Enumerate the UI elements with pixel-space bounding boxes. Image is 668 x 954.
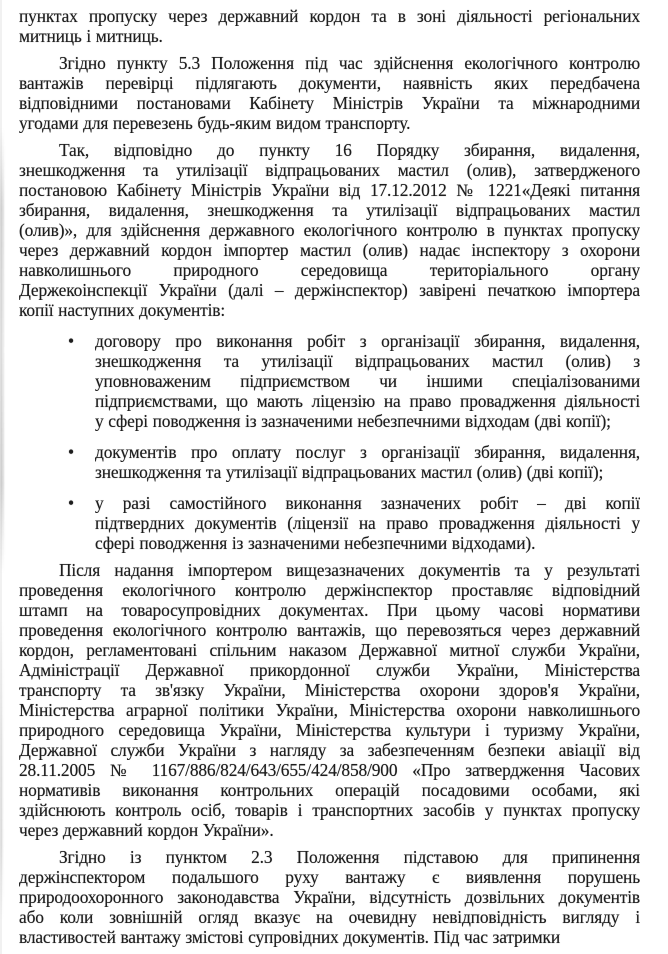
bullet-icon: • [68,331,75,351]
bullet-icon: • [68,493,75,513]
bullet-text [95,442,640,482]
text-line: через державний кордон імпортер мастил (олив) надає інспектору з охорони [19,240,640,260]
paragraph [19,560,640,840]
text-line: копії наступних документів: [19,300,226,320]
document-body [19,6,640,947]
bullet-item [19,331,640,431]
text-line: штамп на товаросупровідних документах. При цьому часові нормативи [19,600,640,620]
paragraph [19,53,640,133]
bullet-item [19,442,640,482]
text-line: підприємствами, що мають ліцензію на право провадження діяльності [95,391,640,411]
text-line: Так, відповідно до пункту 16 Порядку збирання, видалення, [59,140,640,160]
text-line: знешкодження та утилізації відпрацьованих мастил (олив) (дві копії); [95,462,604,482]
text-line: Держекоінспекції України (далі – держінспектор) завірені печаткою імпортера [19,280,640,300]
text-line: у сфері поводження із зазначеними небезпечними відходам (дві копії); [95,411,611,431]
text-line: Міністерства аграрної політики України, Міністерства охорони навколишнього [19,700,640,720]
paragraph [19,140,640,320]
text-line: Адміністрації Державної прикордонної служби України, Міністерства [19,660,640,680]
text-line: документів про оплату послуг з організації збирання, видалення, [95,442,640,462]
bullet-text [95,493,640,553]
text-line: навколишнього природного середовища територіального органу [19,260,640,280]
text-line: вантажів перевірці підлягають документи, наявність яких передбачена [19,73,640,93]
text-line: сфері поводження із зазначеними небезпечними відходами). [95,533,536,553]
bullet-icon: • [68,442,75,462]
paragraph [19,847,640,947]
text-line: митниць і митниць. [19,26,163,46]
text-line: договору про виконання робіт з організації збирання, видалення, [95,331,640,351]
text-line: Згідно пункту 5.3 Положення під час здійснення екологічного контролю [59,53,640,73]
text-line: 28.11.2005 № 1167/886/824/643/655/424/858/900 «Про затвердження Часових [19,760,640,780]
text-line: транспорту та зв'язку України, Міністерства охорони здоров'я України, [19,680,640,700]
text-line: збирання, видалення, знешкодження та утилізації відпрацьованих мастил [19,200,640,220]
text-line: Після надання імпортером вищезазначених документів та у результаті [59,560,640,580]
text-line: природоохоронного законодавства України, відсутність дозвільних документів [19,887,640,907]
text-line: кордон, регламентовані спільним наказом Державної митної служби України, [19,640,640,660]
text-line: постановою Кабінету Міністрів України від 17.12.2012 № 1221«Деякі питання [19,180,640,200]
text-line: підтвердних документів (ліцензії на право провадження діяльності у [95,513,640,533]
text-line: проведення екологічного контролю вантажів, що перевозяться через державний [19,620,640,640]
text-line: знешкодження та утилізації відпрацьованих мастил (олив) з [95,351,640,371]
text-line: пунктах пропуску через державний кордон та в зоні діяльності регіональних [19,6,640,26]
text-line: або коли зовнішній огляд вказує на очевидну невідповідність вигляду і [19,907,640,927]
text-line: природного середовища України, Міністерства культури і туризму України, [19,720,640,740]
text-line: держінспектором подальшого руху вантажу є виявлення порушень [19,867,640,887]
paragraph [19,6,640,46]
scan-smudge [0,128,4,573]
text-line: Згідно із пунктом 2.3 Положення підставою для припинення [59,847,640,867]
text-line: знешкодження та утилізації відпрацьованих мастил (олив), затвердженого [19,160,640,180]
text-line: нормативів виконання контрольних операцій посадовими особами, які [19,780,640,800]
scan-smudge-lower [0,620,3,920]
text-line: властивостей вантажу змістові супровідних документів. Під час затримки [19,927,560,947]
text-line: уповноваженим підприємством чи іншими спеціалізованими [95,371,640,391]
text-line: здійснюють контроль осіб, товарів і транспортних засобів у пунктах пропуску [19,800,640,820]
text-line: відповідними постановами Кабінету Міністрів України та міжнародними [19,93,640,113]
text-line: (олив)», для здійснення державного екологічного контролю в пунктах пропуску [19,220,640,240]
bullet-text [95,331,640,431]
text-line: Державної служби України з нагляду за забезпеченням безпеки авіації від [19,740,640,760]
text-line: угодами для перевезень будь-яким видом транспорту. [19,113,411,133]
bullet-item [19,493,640,553]
text-line: проведення екологічного контролю держінспектор проставляє відповідний [19,580,640,600]
text-line: через державний кордон України». [19,820,274,840]
text-line: у разі самостійного виконання зазначених робіт – дві копії [95,493,640,513]
